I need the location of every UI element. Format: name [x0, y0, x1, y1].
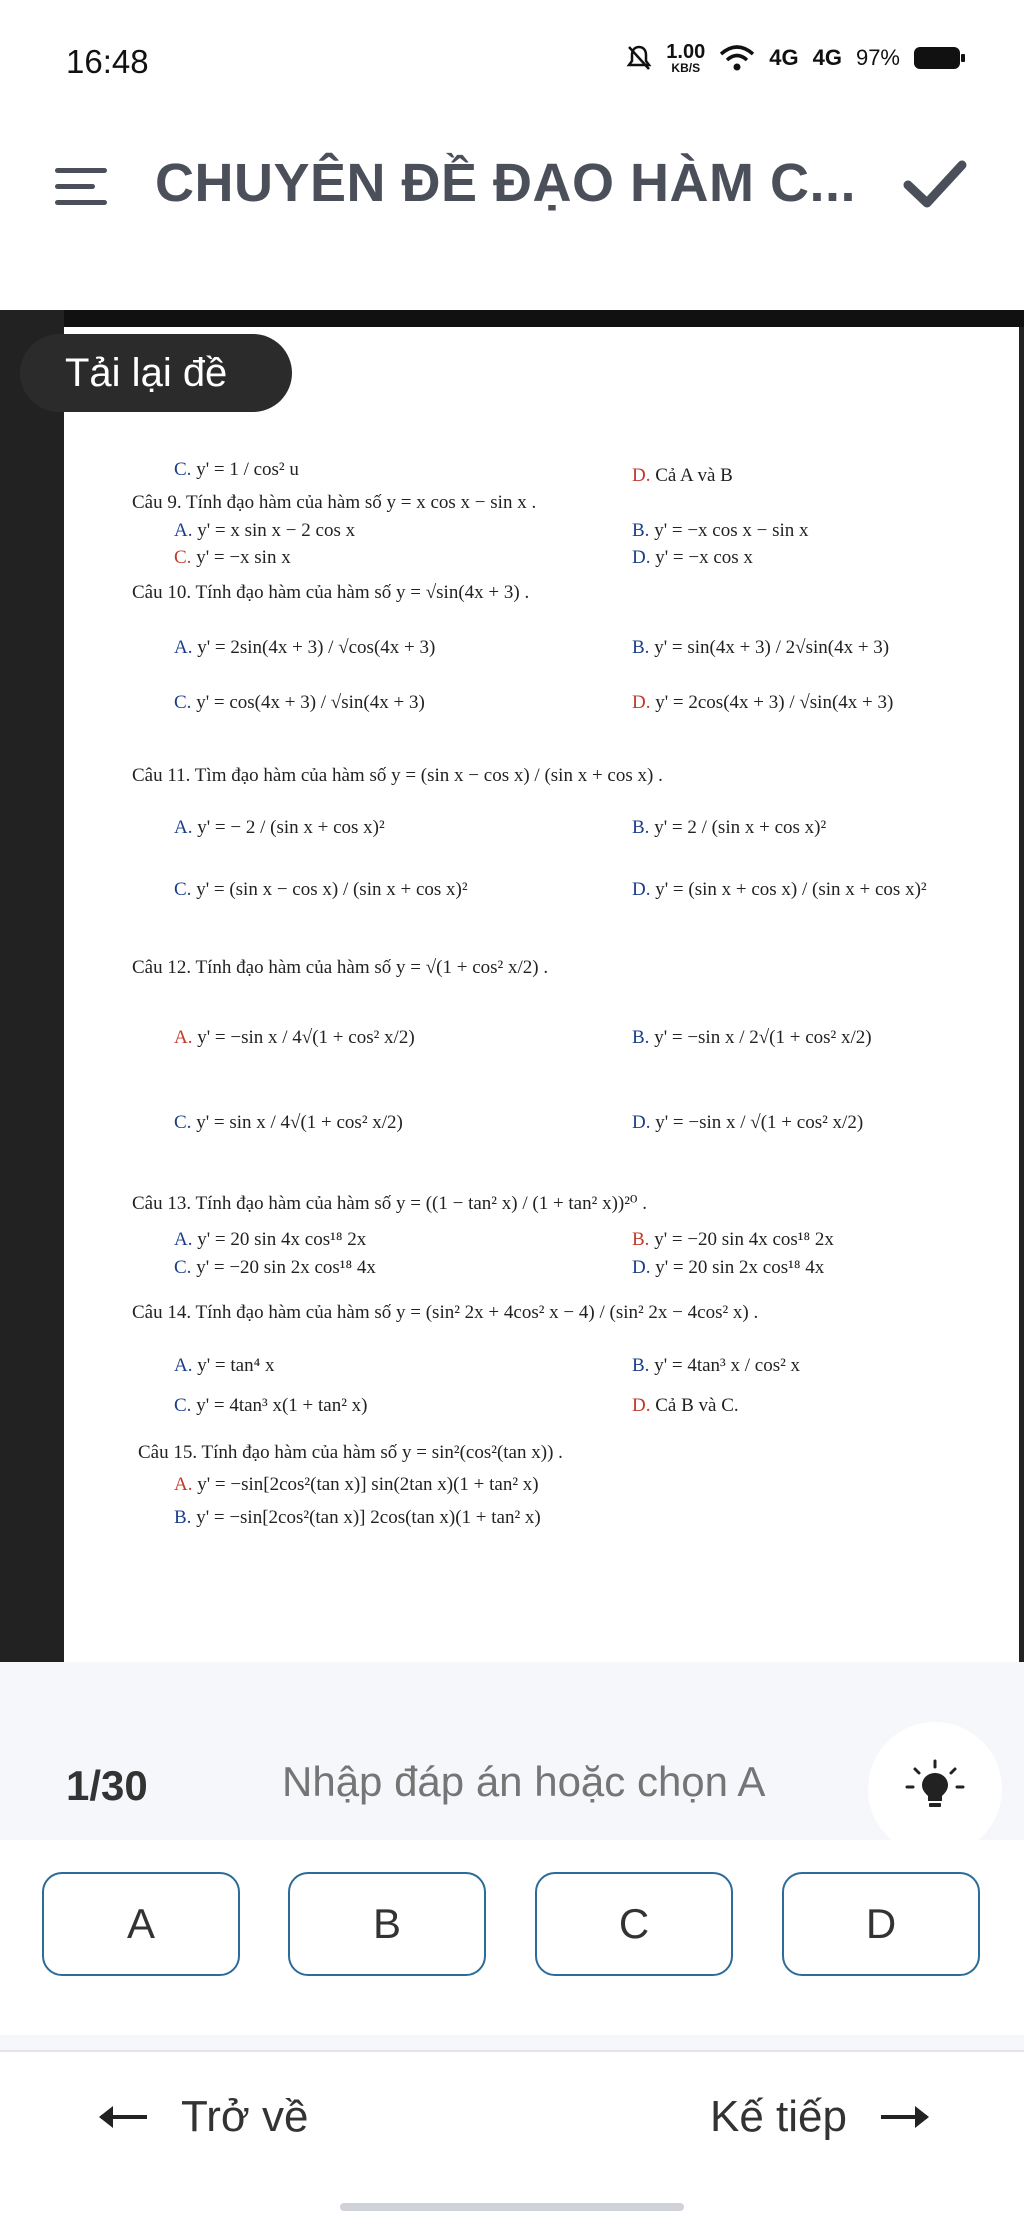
question-14: Câu 14. Tính đạo hàm của hàm số y = (sin² 2x + 4cos² x − 4) / (sin² 2x − 4cos² x) . [132, 1302, 759, 1323]
network-speed: 1.00 KB/S [666, 41, 706, 75]
signal-2-icon: 4G [812, 45, 842, 70]
page-title: CHUYÊN ĐỀ ĐẠO HÀM C... [155, 153, 857, 213]
lightbulb-icon [905, 1759, 965, 1819]
battery-icon [914, 47, 960, 69]
option-text: Cả A và B [655, 465, 733, 486]
battery-percent: 97% [855, 45, 900, 70]
option-text: y' = 1 / cos² u [196, 459, 299, 480]
choice-b-button[interactable]: B [288, 1872, 486, 1976]
question-11: Câu 11. Tìm đạo hàm của hàm số y = (sin x − cos x) / (sin x + cos x) . [132, 765, 663, 786]
document-page: C. y' = 1 / cos² u D. Cả A và B Câu 9. Tính đạo hàm của hàm số y = x cos x − sin x . A. y' = x sin x − 2 cos x B. y' = −x cos x − sin x C. y' = −x sin x D. y' = −x cos x Câu 10. Tính đạo hàm của hàm số y = √sin(4x + 3) . A. y' = 2sin(4x + 3) / √cos(4x + 3) B. y' = sin(4x + 3) / 2√sin(4x + 3) C. y' = cos(4x + 3) / √sin(4x + 3) D. y' = 2cos(4x + 3) / √sin(4x + 3) Câu 11. Tìm đạo hàm của hàm số y = (sin x − cos x) / (sin x + cos x) . A. y' = − 2 / (sin x + cos x)² B. y' = 2 / (sin x + cos x)² C. y' = (sin x − cos x) / (sin x + cos x)² D. y' = (sin x + cos x) / (sin x + cos x)² Câu 12. Tính đạo hàm của hàm số y = √(1 + cos² x/2) . A. y' = −sin x / 4√(1 + cos² x/2) B. y' = −sin x / 2√(1 + cos² x/2) C. y' = sin x / 4√(1 + cos² x/2) D. y' = −sin x / √(1 + cos² x/2) Câu 13. Tính đạo hàm của hàm số y = ((1 − tan² x) / (1 + tan² x))²⁰ . A. y' = 20 sin 4x cos¹⁸ 2x B. y' = −20 sin 4x cos¹⁸ 2x C. y' = −20 sin 2x cos¹⁸ 4x D. y' = 20 sin 2x cos¹⁸ 4x Câu 14. Tính đạo hàm của hàm số y = (sin² 2x + 4cos² x − 4) / (sin² 2x − 4cos² x) . A. y' = tan⁴ x B. y' = 4tan³ x / cos² x C. y' = 4tan³ x(1 + tan² x) D. Cả B và C. Câu 15. Tính đạo hàm của hàm số y = sin²(cos²(tan x)) . A. y' = −sin[2cos²(tan x)] sin(2tan x)(1 + tan² x) B. y' = −sin[2cos²(tan x)] 2cos(tan x)(1 + tan² x) [64, 327, 1019, 1662]
choice-row [0, 1840, 1024, 2035]
question-12: Câu 12. Tính đạo hàm của hàm số y = √(1 + cos² x/2) . [132, 957, 549, 978]
choice-a-button[interactable]: A [42, 1872, 240, 1976]
reload-exam-button[interactable]: Tải lại đề [20, 334, 292, 412]
back-button[interactable] [95, 2092, 308, 2142]
hint-button[interactable] [868, 1722, 1002, 1856]
menu-button[interactable] [55, 160, 107, 212]
status-icons [626, 42, 960, 74]
question-9: Câu 9. Tính đạo hàm của hàm số y = x cos x − sin x . [132, 492, 537, 513]
question-counter: 1/30 [66, 1762, 148, 1809]
next-button[interactable] [710, 2092, 933, 2142]
choice-c-button[interactable]: C [535, 1872, 733, 1976]
back-label: Trở về [181, 2092, 309, 2141]
navigation-row [0, 2052, 1024, 2217]
menu-icon [55, 168, 107, 173]
top-bar [0, 130, 1024, 240]
arrow-left-icon [95, 2102, 151, 2132]
home-indicator[interactable] [340, 2203, 684, 2211]
check-icon[interactable] [900, 155, 970, 215]
choice-d-button[interactable]: D [782, 1872, 980, 1976]
option-label: D. [632, 465, 651, 486]
question-15: Câu 15. Tính đạo hàm của hàm số y = sin²(cos²(tan x)) . [138, 1442, 563, 1463]
mute-bell-icon [626, 44, 652, 72]
arrow-right-icon [877, 2102, 933, 2132]
question-13: Câu 13. Tính đạo hàm của hàm số y = ((1 − tan² x) / (1 + tan² x))²⁰ . [132, 1193, 648, 1214]
wifi-icon [719, 44, 755, 72]
status-bar [0, 0, 1024, 120]
answer-panel [0, 1662, 1024, 2217]
document-viewer[interactable] [0, 310, 1024, 1662]
status-time: 16:48 [66, 43, 149, 80]
option-label: C. [174, 459, 192, 480]
question-10: Câu 10. Tính đạo hàm của hàm số y = √sin(4x + 3) . [132, 582, 530, 603]
next-label: Kế tiếp [710, 2092, 847, 2141]
answer-input[interactable] [280, 1757, 844, 1807]
signal-1-icon: 4G [769, 45, 799, 70]
